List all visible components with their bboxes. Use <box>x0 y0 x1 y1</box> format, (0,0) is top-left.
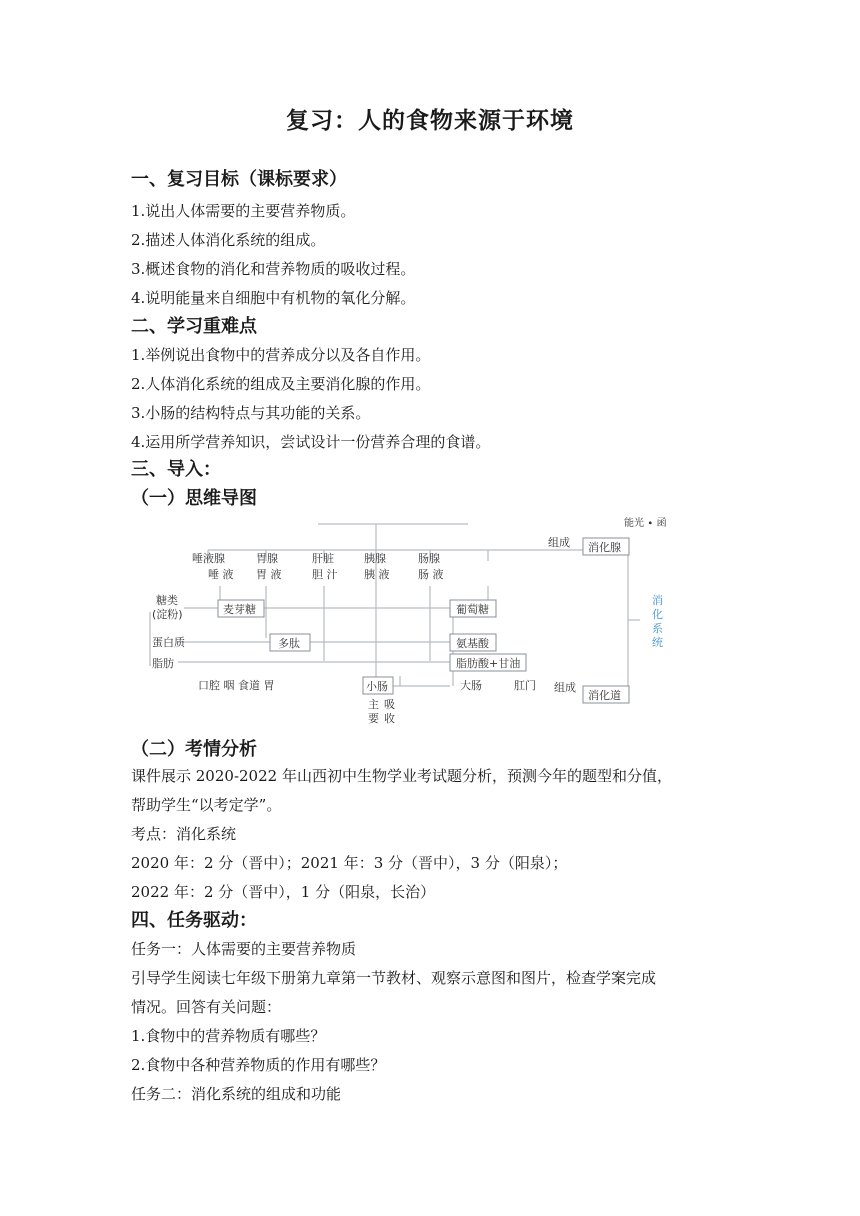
subheading-analysis: （二）考情分析 <box>131 739 257 760</box>
juice-label: 胃 液 <box>256 568 282 581</box>
gland-label: 胃腺 <box>256 552 278 565</box>
juice-label: 胰 液 <box>364 568 390 581</box>
top-fragment-text: 能光 ∙ 函 <box>624 518 667 529</box>
large-intestine-label: 大肠 <box>460 679 482 692</box>
keypoint-item: 2.人体消化系统的组成及主要消化腺的作用。 <box>131 375 431 393</box>
juice-label: 胆 汁 <box>312 568 338 581</box>
analysis-line: 考点：消化系统 <box>131 825 237 843</box>
compose-bottom-label: 组成 <box>554 681 576 694</box>
goal-item: 3.概述食物的消化和营养物质的吸收过程。 <box>131 260 416 278</box>
digestive-tract-label: 消化道 <box>588 689 621 702</box>
goal-item: 4.说明能量来自细胞中有机物的氧化分解。 <box>131 289 416 307</box>
compose-top-label: 组成 <box>548 536 570 549</box>
task-line: 情况。回答有关问题： <box>131 998 282 1016</box>
task-line: 引导学生阅读七年级下册第九章第一节教材、观察示意图和图片，检查学案完成 <box>131 969 657 987</box>
small-intestine-label: 小肠 <box>366 680 388 693</box>
task-line: 2.食物中各种营养物质的作用有哪些？ <box>131 1056 386 1074</box>
analysis-line: 2022 年：2 分（晋中），1 分（阳泉，长治） <box>131 883 436 901</box>
goal-item: 1.说出人体需要的主要营养物质。 <box>131 202 356 220</box>
juice-label: 肠 液 <box>418 568 444 581</box>
tract-upper-label: 口腔 咽 食道 胃 <box>198 679 275 692</box>
absorb-label: 收 <box>384 712 395 725</box>
system-label: 统 <box>652 636 663 649</box>
intermediate-label: 麦芽糖 <box>223 603 256 616</box>
keypoint-item: 1.举例说出食物中的营养成分以及各自作用。 <box>131 346 431 364</box>
system-label: 系 <box>652 622 663 635</box>
section-heading-intro: 三、导入： <box>131 459 221 480</box>
nutrient-label: (淀粉) <box>152 608 183 621</box>
keypoint-item: 3.小肠的结构特点与其功能的关系。 <box>131 404 371 422</box>
product-label: 葡萄糖 <box>456 603 489 616</box>
digestive-gland-label: 消化腺 <box>588 541 621 554</box>
intermediate-label: 多肽 <box>278 637 300 650</box>
task-line: 任务一：人体需要的主要营养物质 <box>131 940 357 958</box>
absorb-label: 要 <box>368 712 379 725</box>
system-label: 化 <box>652 608 663 621</box>
product-label: 脂肪酸+甘油 <box>456 657 521 670</box>
section-heading-tasks: 四、任务驱动： <box>131 910 257 931</box>
task-line: 任务二：消化系统的组成和功能 <box>131 1085 342 1103</box>
mind-map-diagram <box>128 516 688 728</box>
nutrient-label: 蛋白质 <box>152 636 185 649</box>
section-heading-keypoints: 二、学习重难点 <box>131 316 257 337</box>
juice-label: 唾 液 <box>208 568 234 581</box>
system-label: 消 <box>652 594 663 607</box>
task-line: 1.食物中的营养物质有哪些？ <box>131 1027 326 1045</box>
product-label: 氨基酸 <box>456 637 489 650</box>
goal-item: 2.描述人体消化系统的组成。 <box>131 231 326 249</box>
nutrient-label: 脂肪 <box>152 657 174 670</box>
keypoint-item: 4.运用所学营养知识，尝试设计一份营养合理的食谱。 <box>131 433 491 451</box>
absorb-label: 吸 <box>384 698 395 711</box>
gland-label: 肝脏 <box>312 552 334 565</box>
subheading-mindmap: （一）思维导图 <box>131 488 257 509</box>
page-title: 复习：人的食物来源于环境 <box>286 108 574 134</box>
analysis-line: 2020 年：2 分（晋中）；2021 年：3 分（晋中），3 分（阳泉）； <box>131 854 568 872</box>
section-heading-goals: 一、复习目标（课标要求） <box>131 169 347 190</box>
gland-label: 胰腺 <box>364 552 386 565</box>
anus-label: 肛门 <box>514 679 536 692</box>
absorb-label: 主 <box>368 698 379 711</box>
analysis-line: 帮助学生“以考定学”。 <box>131 796 282 814</box>
gland-label: 肠腺 <box>418 552 440 565</box>
analysis-line: 课件展示 2020-2022 年山西初中生物学业考试题分析，预测今年的题型和分值， <box>131 767 672 785</box>
gland-label: 唾液腺 <box>192 552 225 565</box>
nutrient-label: 糖类 <box>156 594 178 607</box>
